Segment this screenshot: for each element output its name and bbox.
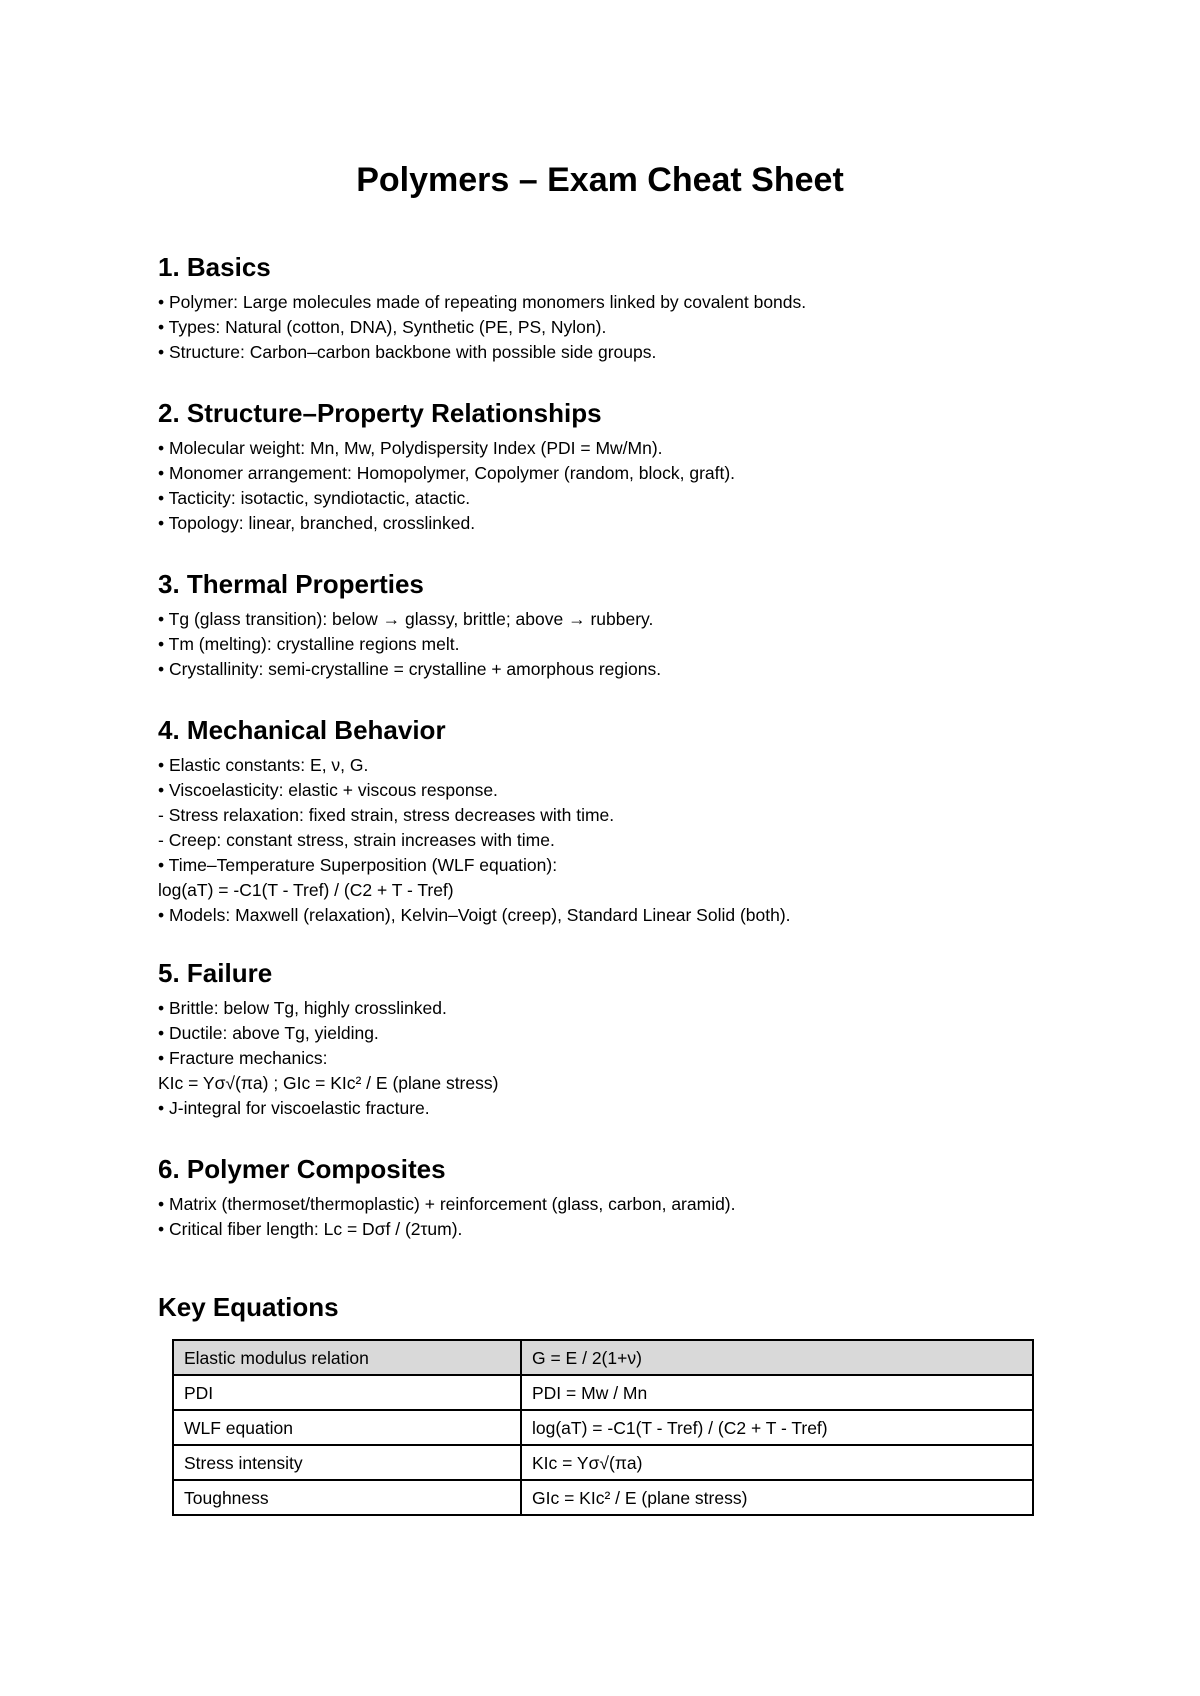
section-thermal-properties [158,567,661,682]
section-line: - Creep: constant stress, strain increases with time. [158,830,555,850]
section-polymer-composites [158,1152,736,1242]
key-equations-heading: Key Equations [158,1292,339,1322]
section-heading: 1. Basics [158,252,271,282]
section-line: • Tg (glass transition): below → glassy, brittle; above → rubbery. [158,609,654,629]
equation-name-cell: Elastic modulus relation [173,1340,521,1375]
section-line: • Ductile: above Tg, yielding. [158,1023,379,1043]
section-line: • Tacticity: isotactic, syndiotactic, atactic. [158,488,471,508]
equation-formula-cell: G = E / 2(1+ν) [521,1340,1033,1375]
section-line: • Elastic constants: E, ν, G. [158,755,369,775]
section-line: • Structure: Carbon–carbon backbone with possible side groups. [158,342,657,362]
section-line: • Tm (melting): crystalline regions melt. [158,634,460,654]
equation-formula-cell: GIc = KIc² / E (plane stress) [521,1480,1033,1515]
section-line: • Fracture mechanics: [158,1048,328,1068]
section-line: • Types: Natural (cotton, DNA), Synthetic (PE, PS, Nylon). [158,317,607,337]
equation-name-cell: WLF equation [173,1410,521,1445]
section-line: • Matrix (thermoset/thermoplastic) + reinforcement (glass, carbon, aramid). [158,1194,736,1214]
equation-name-cell: Stress intensity [173,1445,521,1480]
section-line: • Crystallinity: semi-crystalline = crystalline + amorphous regions. [158,659,662,679]
section-line: • Viscoelasticity: elastic + viscous response. [158,780,498,800]
section-heading: 4. Mechanical Behavior [158,715,446,745]
section-line: log(aT) = -C1(T - Tref) / (C2 + T - Tref) [158,880,454,900]
section-heading: 5. Failure [158,958,273,988]
section-heading: 3. Thermal Properties [158,569,424,599]
section-line: • Topology: linear, branched, crosslinked. [158,513,476,533]
table-row [173,1375,1033,1410]
section-line: • Time–Temperature Superposition (WLF equation): [158,855,558,875]
section-line: • Models: Maxwell (relaxation), Kelvin–Voigt (creep), Standard Linear Solid (both). [158,905,791,925]
equation-formula-cell: log(aT) = -C1(T - Tref) / (C2 + T - Tref) [521,1410,1033,1445]
section-heading: 2. Structure–Property Relationships [158,398,602,428]
equation-name-cell: Toughness [173,1480,521,1515]
equation-name-cell: PDI [173,1375,521,1410]
table-row [173,1445,1033,1480]
section-line: - Stress relaxation: fixed strain, stress decreases with time. [158,805,615,825]
table-row [173,1340,1033,1375]
section-line: • Brittle: below Tg, highly crosslinked. [158,998,447,1018]
equation-formula-cell: KIc = Yσ√(πa) [521,1445,1033,1480]
table-row [173,1410,1033,1445]
section-mechanical-behavior [158,713,791,928]
section-line: KIc = Yσ√(πa) ; GIc = KIc² / E (plane stress) [158,1073,499,1093]
section-line: • Polymer: Large molecules made of repeating monomers linked by covalent bonds. [158,292,807,312]
section-failure [158,956,498,1121]
key-equations-section [158,1290,339,1324]
section-line: • Monomer arrangement: Homopolymer, Copolymer (random, block, graft). [158,463,736,483]
section-line: • Molecular weight: Mn, Mw, Polydispersity Index (PDI = Mw/Mn). [158,438,663,458]
section-heading: 6. Polymer Composites [158,1154,446,1184]
equation-formula-cell: PDI = Mw / Mn [521,1375,1033,1410]
section-structure-property [158,396,735,536]
section-line: • Critical fiber length: Lc = Dσf / (2τum). [158,1219,463,1239]
section-basics [158,250,806,365]
section-line: • J-integral for viscoelastic fracture. [158,1098,430,1118]
page-title: Polymers – Exam Cheat Sheet [356,161,844,199]
table-row [173,1480,1033,1515]
key-equations-table [172,1339,1034,1516]
